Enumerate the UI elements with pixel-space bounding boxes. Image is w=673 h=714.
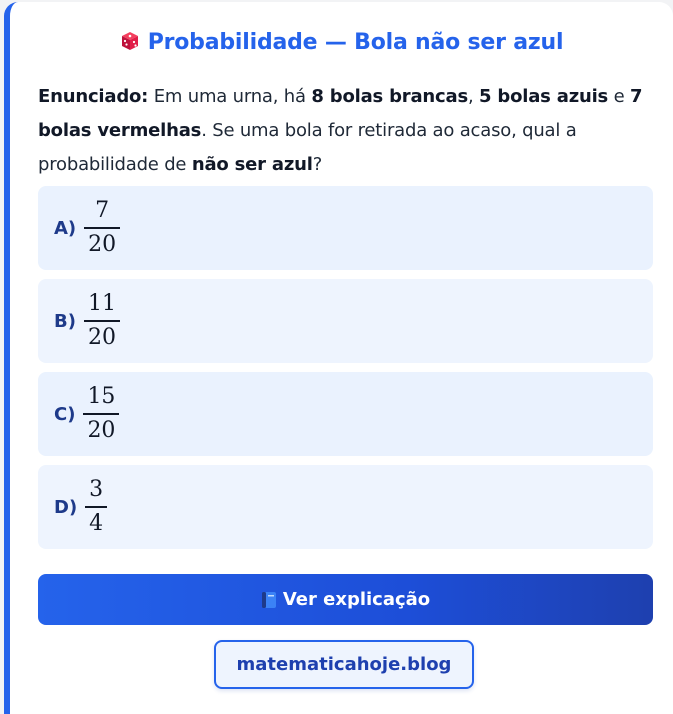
option-d[interactable] (38, 465, 653, 549)
option-letter: C) (54, 403, 76, 425)
answer-options (38, 186, 653, 558)
fraction-numerator: 3 (89, 477, 104, 503)
fraction-numerator: 15 (87, 384, 116, 410)
show-explanation-button[interactable] (38, 574, 653, 625)
option-a[interactable] (38, 186, 653, 270)
fraction-denominator: 4 (89, 510, 104, 536)
fraction-bar (84, 227, 120, 229)
statement-text: ? (312, 154, 323, 175)
fraction-bar (83, 413, 119, 415)
statement-text: , (467, 86, 480, 107)
fraction (86, 290, 118, 352)
quiz-title (10, 30, 673, 55)
statement-highlight: 8 bolas brancas (311, 86, 468, 107)
statement-highlight: 7 bolas vermelhas (38, 86, 643, 141)
site-link[interactable]: matematicahoje.blog (214, 640, 474, 689)
statement-text: e (608, 86, 630, 107)
quiz-card (4, 2, 673, 714)
statement-text: . Se uma bola for retirada ao acaso, qual a probabilidade de (38, 120, 577, 175)
statement-label: Enunciado: (38, 86, 149, 107)
option-c[interactable] (38, 372, 653, 456)
fraction-denominator: 20 (87, 417, 116, 443)
quiz-title-text: Probabilidade — Bola não ser azul (147, 30, 564, 55)
fraction-denominator: 20 (88, 231, 117, 257)
fraction-bar (84, 320, 120, 322)
fraction-denominator: 20 (87, 324, 116, 350)
statement-text: Em uma urna, há (148, 86, 312, 107)
statement-highlight: não ser azul (191, 154, 313, 175)
problem-statement (38, 80, 658, 182)
fraction (87, 476, 105, 538)
fraction (85, 383, 117, 445)
statement-highlight: 5 bolas azuis (479, 86, 609, 107)
option-letter: A) (54, 217, 77, 239)
fraction-numerator: 11 (87, 291, 116, 317)
fraction-numerator: 7 (95, 198, 110, 224)
option-b[interactable] (38, 279, 653, 363)
fraction-bar (85, 506, 107, 508)
fraction (86, 197, 118, 259)
option-letter: D) (54, 496, 78, 518)
option-letter: B) (54, 310, 76, 332)
book-icon (261, 591, 277, 609)
show-explanation-label: Ver explicação (282, 589, 431, 610)
dice-icon (120, 31, 140, 51)
